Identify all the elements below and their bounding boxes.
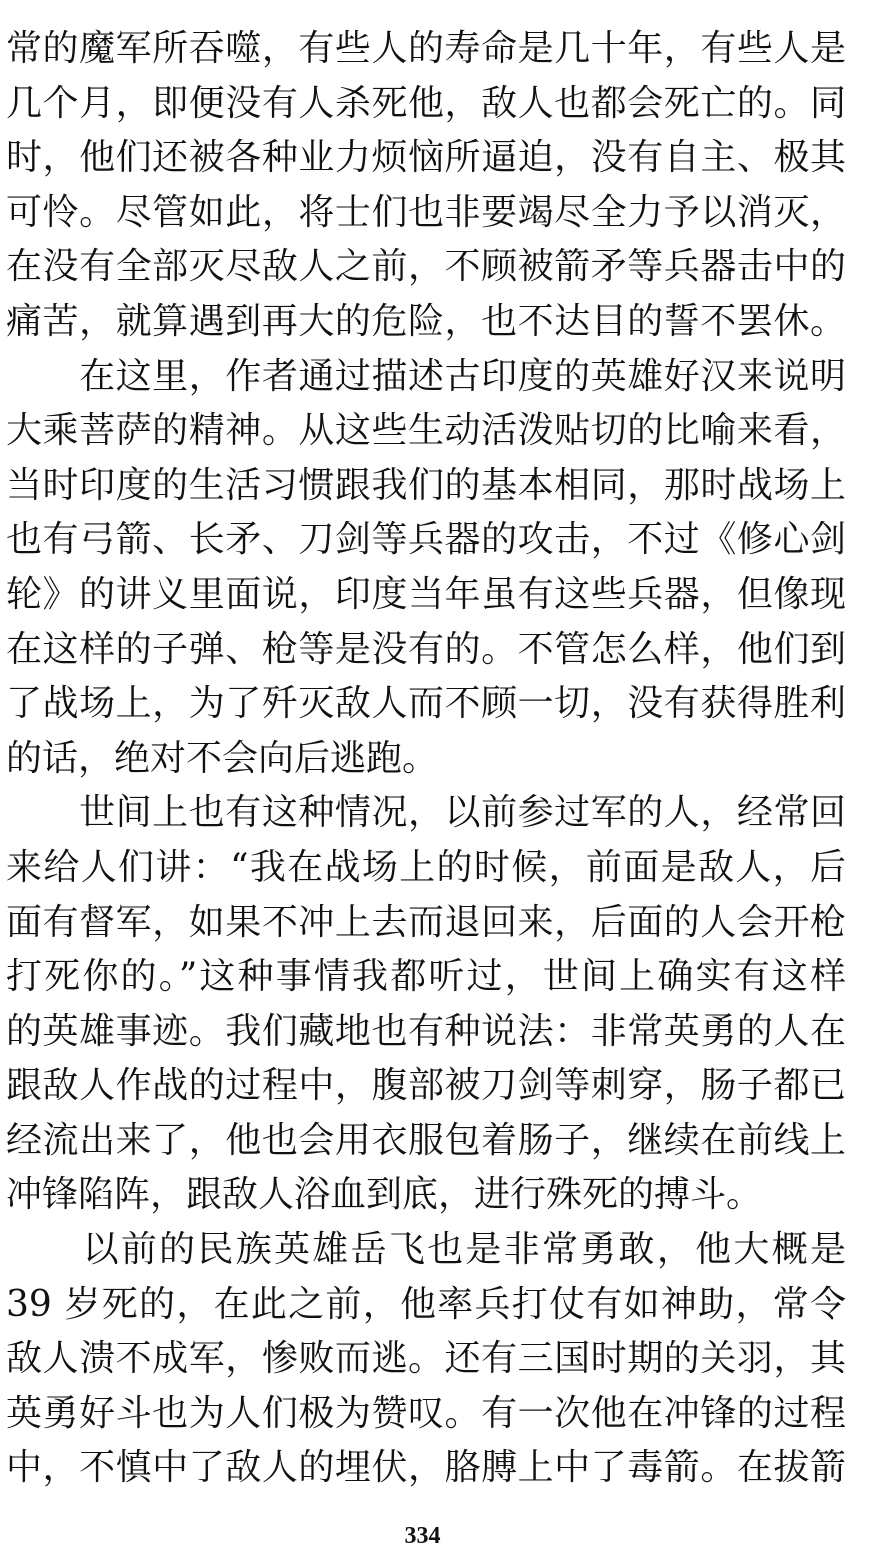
text-line: 的话，绝对不会向后逃跑。 (6, 737, 439, 779)
text-line: 常的魔军所吞噬，有些人的寿命是几十年，有些人是 (6, 28, 846, 69)
text-line: 轮》的讲义里面说，印度当年虽有这些兵器，但像现 (6, 573, 846, 615)
text-line: 在这里，作者通过描述古印度的英雄好汉来说明 (6, 355, 846, 397)
text-line: 来给人们讲：“我在战场上的时候，前面是敌人，后 (6, 846, 846, 888)
text-line: 经流出来了，他也会用衣服包着肠子，继续在前线上 (6, 1119, 846, 1161)
text-line: 面有督军，如果不冲上去而退回来，后面的人会开枪 (6, 901, 846, 943)
text-line: 打死你的。”这种事情我都听过，世间上确实有这样 (6, 956, 846, 998)
text-line: 在这样的子弹、枪等是没有的。不管怎么样，他们到 (6, 628, 846, 670)
text-line: 痛苦，就算遇到再大的危险，也不达目的誓不罢休。 (6, 300, 846, 342)
text-line: 几个月，即便没有人杀死他，敌人也都会死亡的。同 (6, 82, 846, 124)
text-line: 以前的民族英雄岳飞也是非常勇敢，他大概是 (6, 1229, 846, 1271)
body-text (6, 22, 846, 1496)
page-number: 334 (404, 1523, 441, 1549)
text-line: 跟敌人作战的过程中，腹部被刀剑等刺穿，肠子都已 (6, 1065, 846, 1107)
text-line: 的英雄事迹。我们藏地也有种说法：非常英勇的人在 (6, 1010, 846, 1052)
text-line: 也有弓箭、长矛、刀剑等兵器的攻击，不过《修心剑 (6, 519, 846, 561)
text-line: 时，他们还被各种业力烦恼所逼迫，没有自主、极其 (6, 137, 846, 179)
text-line: 世间上也有这种情况，以前参过军的人，经常回 (6, 792, 846, 834)
text-line: 了战场上，为了歼灭敌人而不顾一切，没有获得胜利 (6, 683, 846, 725)
text-line: 大乘菩萨的精神。从这些生动活泼贴切的比喻来看， (6, 410, 846, 452)
text-line: 中，不慎中了敌人的埋伏，胳膊上中了毒箭。在拔箭 (6, 1447, 846, 1489)
text-line: 英勇好斗也为人们极为赞叹。有一次他在冲锋的过程 (6, 1392, 846, 1434)
text-line: 可怜。尽管如此，将士们也非要竭尽全力予以消灭， (6, 191, 846, 233)
text-line: 在没有全部灭尽敌人之前，不顾被箭矛等兵器击中的 (6, 246, 846, 288)
text-line: 当时印度的生活习惯跟我们的基本相同，那时战场上 (6, 464, 846, 506)
text-line: 39 岁死的，在此之前，他率兵打仗有如神助，常令 (6, 1283, 846, 1325)
text-line: 敌人溃不成军，惨败而逃。还有三国时期的关羽，其 (6, 1338, 846, 1380)
text-line: 冲锋陷阵，跟敌人浴血到底，进行殊死的搏斗。 (6, 1174, 763, 1216)
